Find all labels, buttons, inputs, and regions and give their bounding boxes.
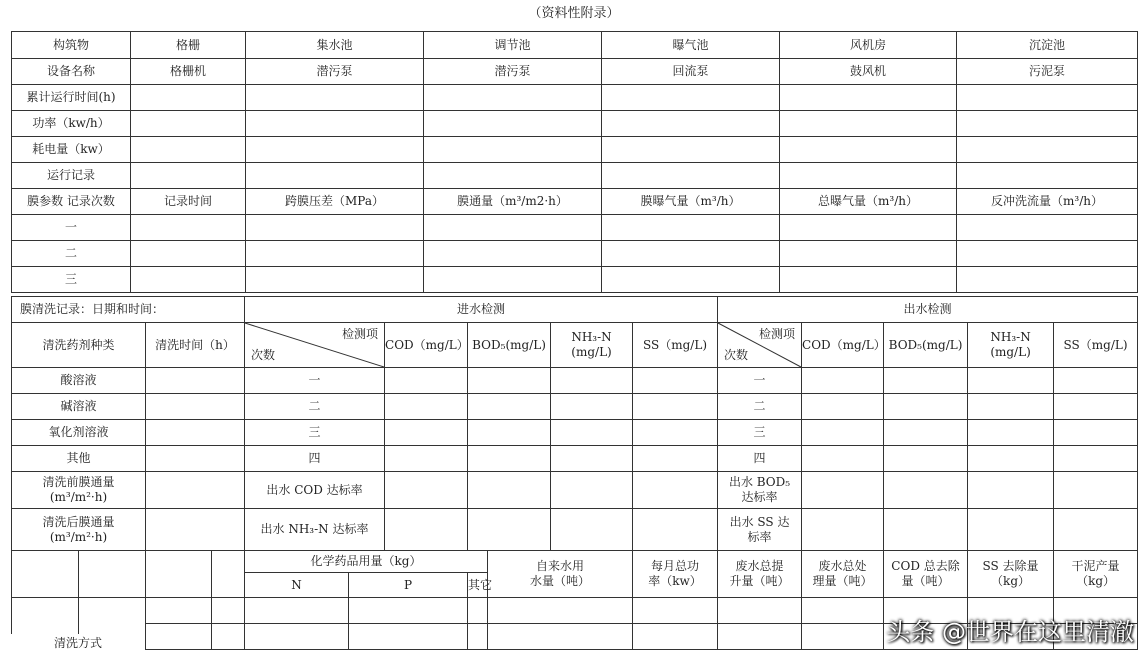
diag-top-label: 检测项 xyxy=(342,327,379,341)
table-row xyxy=(12,446,1138,472)
param-header: NH₃-N (mg/L) xyxy=(968,323,1054,368)
membrane-header-row xyxy=(12,189,1138,215)
header-cell: 污泥泵 xyxy=(957,59,1138,85)
param-header: NH₃-N (mg/L) xyxy=(551,323,633,368)
header-cell: 回流泵 xyxy=(602,59,780,85)
header-cell: 格栅机 xyxy=(131,59,246,85)
header-cell: 总曝气量（m³/h） xyxy=(780,189,957,215)
count-label: 四 xyxy=(245,446,385,472)
table-row xyxy=(12,215,1138,241)
count-label: 四 xyxy=(718,446,802,472)
param-header: COD（mg/L） xyxy=(385,323,468,368)
header-cell: 格栅 xyxy=(131,32,246,59)
chemical-item: N xyxy=(245,573,349,598)
equipment-header-row xyxy=(12,59,1138,85)
header-cell: 鼓风机 xyxy=(780,59,957,85)
bod-rate-label: 出水 BOD₅ 达标率 xyxy=(718,472,802,509)
header-cell: 构筑物 xyxy=(12,32,131,59)
clean-time-header: 清洗时间（h） xyxy=(146,323,245,368)
header-cell: 膜参数 记录次数 xyxy=(12,189,131,215)
agent-type-header: 清洗药剂种类 xyxy=(12,323,146,368)
header-cell: 反冲洗流量（m³/h） xyxy=(957,189,1138,215)
table-row xyxy=(12,420,1138,446)
header-cell: 记录时间 xyxy=(131,189,246,215)
before-flux-label: 清洗前膜通量 (m³/m²·h) xyxy=(12,472,146,509)
equipment-operation-table xyxy=(11,31,1138,293)
page-title: （资料性附录） xyxy=(528,6,620,21)
param-header: BOD₅(mg/L) xyxy=(468,323,551,368)
stat-header: 每月总功 率（kw） xyxy=(633,551,718,598)
table-row xyxy=(12,267,1138,293)
outlet-test-header: 出水检测 xyxy=(718,297,1138,323)
diag-top-label: 检测项 xyxy=(759,327,796,341)
table-row xyxy=(12,85,1138,111)
row-label: 运行记录 xyxy=(12,163,131,189)
cod-rate-label: 出水 COD 达标率 xyxy=(245,472,385,509)
header-cell: 潜污泵 xyxy=(246,59,424,85)
table-row xyxy=(12,472,1138,509)
diag-bottom-label: 次数 xyxy=(724,348,749,362)
stat-header: COD 总去除 量（吨） xyxy=(884,551,968,598)
table-row xyxy=(12,163,1138,189)
header-cell: 风机房 xyxy=(780,32,957,59)
header-cell: 膜通量（m³/m2·h） xyxy=(424,189,602,215)
count-label: 二 xyxy=(718,394,802,420)
param-header: BOD₅(mg/L) xyxy=(884,323,968,368)
chemical-item: 其它 xyxy=(468,573,488,598)
table-row xyxy=(12,394,1138,420)
header-cell: 设备名称 xyxy=(12,59,131,85)
watermark: 头条 @世界在这里清澈 xyxy=(886,618,1134,646)
table-row xyxy=(12,241,1138,267)
param-header: COD（mg/L） xyxy=(802,323,884,368)
inlet-diagonal-header xyxy=(245,323,385,368)
table-row xyxy=(12,368,1138,394)
clean-method-label: 清洗方式 xyxy=(11,634,145,651)
count-label: 二 xyxy=(245,394,385,420)
outlet-diagonal-header xyxy=(718,323,802,368)
header-cell: 沉淀池 xyxy=(957,32,1138,59)
count-label: 三 xyxy=(245,420,385,446)
header-cell: 曝气池 xyxy=(602,32,780,59)
count-label: 一 xyxy=(718,368,802,394)
after-flux-label: 清洗后膜通量 (m³/m²·h) xyxy=(12,509,146,551)
count-label: 一 xyxy=(12,215,131,241)
header-cell: 跨膜压差（MPa） xyxy=(246,189,424,215)
count-label: 一 xyxy=(245,368,385,394)
ss-rate-label: 出水 SS 达 标率 xyxy=(718,509,802,551)
header-cell: 膜曝气量（m³/h） xyxy=(602,189,780,215)
table-row xyxy=(12,137,1138,163)
table-row xyxy=(12,509,1138,551)
agent-label: 其他 xyxy=(12,446,146,472)
agent-label: 氧化剂溶液 xyxy=(12,420,146,446)
row-label: 功率（kw/h） xyxy=(12,111,131,137)
membrane-cleaning-table xyxy=(11,296,1138,650)
param-header: SS（mg/L) xyxy=(633,323,718,368)
count-label: 三 xyxy=(12,267,131,293)
stat-header: SS 去除量 （kg） xyxy=(968,551,1054,598)
header-cell: 调节池 xyxy=(424,32,602,59)
diag-bottom-label: 次数 xyxy=(251,348,276,362)
header-cell: 集水池 xyxy=(246,32,424,59)
stat-header: 自来水用 水量（吨） xyxy=(488,551,633,598)
stat-header: 废水总处 理量（吨） xyxy=(802,551,884,598)
chemical-usage-header: 化学药品用量（kg） xyxy=(245,551,488,573)
cleaning-record-label: 膜清洗记录：日期和时间： xyxy=(12,297,245,323)
stat-header: 干泥产量 （kg） xyxy=(1054,551,1138,598)
structure-header-row xyxy=(12,32,1138,59)
count-label: 二 xyxy=(12,241,131,267)
count-label: 三 xyxy=(718,420,802,446)
param-header: SS（mg/L) xyxy=(1054,323,1138,368)
stat-header: 废水总提 升量（吨） xyxy=(718,551,802,598)
agent-label: 碱溶液 xyxy=(12,394,146,420)
table-row xyxy=(12,111,1138,137)
row-label: 耗电量（kw） xyxy=(12,137,131,163)
inlet-test-header: 进水检测 xyxy=(245,297,718,323)
chemical-item: P xyxy=(349,573,468,598)
agent-label: 酸溶液 xyxy=(12,368,146,394)
row-label: 累计运行时间(h) xyxy=(12,85,131,111)
header-cell: 潜污泵 xyxy=(424,59,602,85)
nh3-rate-label: 出水 NH₃-N 达标率 xyxy=(245,509,385,551)
